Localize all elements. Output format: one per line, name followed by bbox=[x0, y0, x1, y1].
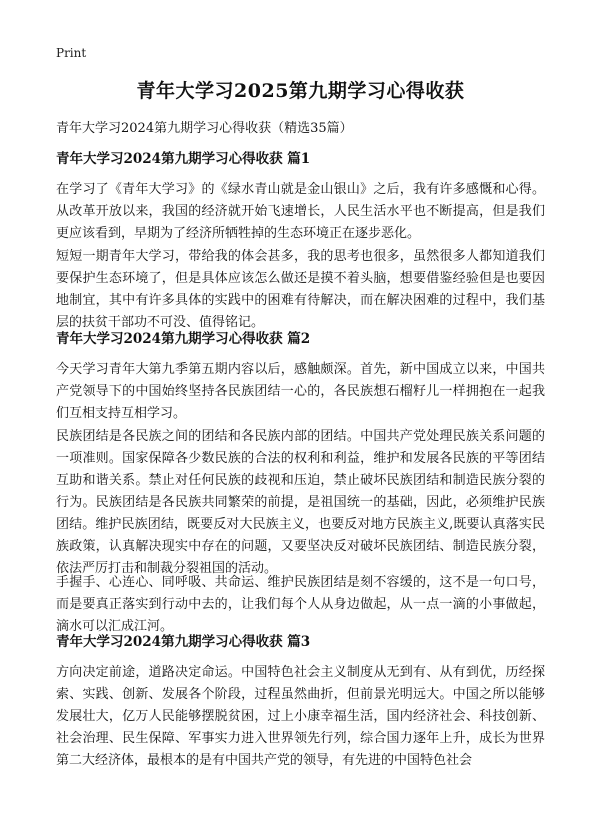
section-2-paragraph-2: 民族团结是各民族之间的团结和各民族内部的团结。中国共产党处理民族关系问题的一项准则。国家保障各少数民族的合法的权利和利益，维护和发展各民族的平等团结互助和谐关系。禁止对任何民族的歧视和压迫，禁止破坏民族团结和制造民族分裂的行为。民族团结是各民族共同繁荣的前提，是祖国统一的基础，因此，必须维护民族团结。维护民族团结，既要反对大民族主义，也要反对地方民族主义,既要认真落实民族政策，认真解决现实中存在的问题，又要坚决反对破坏民族团结、制造民族分裂，依法严厉打击和制裁分裂祖国的活动。 bbox=[56, 429, 545, 576]
section-1-paragraph-1: 在学习了《青年大学习》的《绿水青山就是金山银山》之后，我有许多感慨和心得。从改革开放以来，我国的经济就开始飞速增长，人民生活水平也不断提高，但是我们更应该看到，早期为了经济所牺牲掉的生态环境正在逐步恶化。 bbox=[56, 182, 545, 241]
section-heading-3: 青年大学习2024第九期学习心得收获 篇3 bbox=[56, 634, 311, 650]
print-link[interactable]: Print bbox=[56, 46, 87, 60]
section-2-paragraph-3: 手握手、心连心、同呼吸、共命运、维护民族团结是刻不容缓的，这不是一句口号，而是要真正落实到行动中去的，让我们每个人从身边做起，从一点一滴的小事做起，滴水可以汇成江河。 bbox=[56, 575, 545, 634]
section-heading-1: 青年大学习2024第九期学习心得收获 篇1 bbox=[56, 151, 311, 167]
section-1-paragraph-2: 短短一期青年大学习，带给我的体会甚多，我的思考也很多，虽然很多人都知道我们要保护生态环境了，但是具体应该怎么做还是摸不着头脑，想要借鉴经验但是也要因地制宜，其中有许多具体的实践中的困难有待解决，而在解决困难的过程中，我们基层的扶贫干部功不可没、值得铭记。 bbox=[56, 249, 545, 330]
document-subtitle: 青年大学习2024第九期学习心得收获（精选35篇） bbox=[56, 121, 353, 136]
section-heading-2: 青年大学习2024第九期学习心得收获 篇2 bbox=[56, 331, 311, 347]
document-title: 青年大学习2025第九期学习心得收获 bbox=[136, 80, 465, 102]
section-2-paragraph-1: 今天学习青年大第九季第五期内容以后，感触颇深。首先，新中国成立以来，中国共产党领导下的中国始终坚持各民族团结一心的，各民族想石榴籽儿一样拥抱在一起我们互相支持互相学习。 bbox=[56, 362, 545, 421]
section-3-paragraph-1: 方向决定前途，道路决定命运。中国特色社会主义制度从无到有、从有到优，历经探索、实践、创新、发展各个阶段，过程虽然曲折，但前景光明远大。中国之所以能够发展壮大，亿万人民能够摆脱贫困，过上小康幸福生活，国内经济社会、科技创新、社会治理、民生保障、军事实力进入世界领先行列，综合国力逐年上升，成长为世界第二大经济体，最根本的是有中国共产党的领导，有先进的中国特色社会 bbox=[56, 665, 545, 768]
